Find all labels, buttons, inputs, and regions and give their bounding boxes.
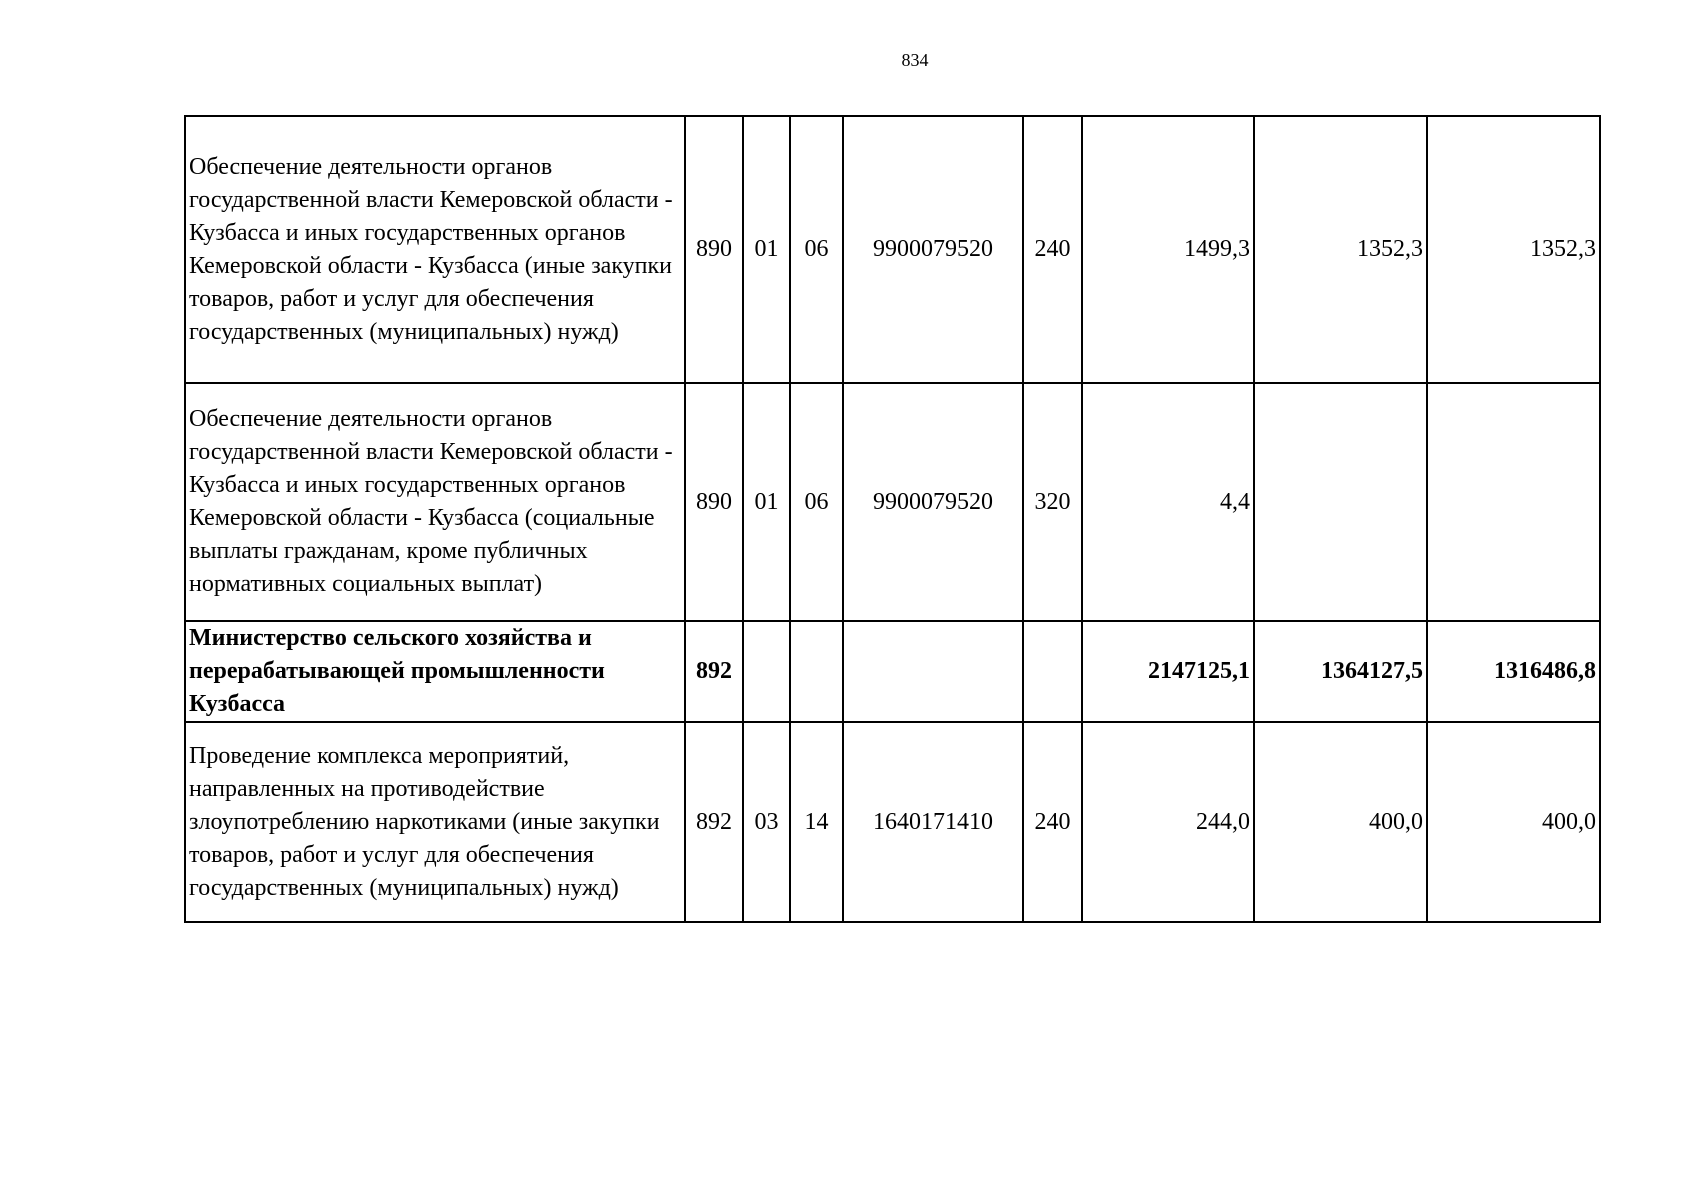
section-code-cell: 01	[743, 116, 790, 383]
row-name-cell: Обеспечение деятельности органов государственной власти Кемеровской области - Кузбасса и иных государственных органов Кемеровской области - Кузбасса (иные закупки товаров, работ и услуг для обеспечения государственных (муниципальных) нужд)	[185, 116, 685, 383]
amount-1-cell: 4,4	[1082, 383, 1254, 621]
section-code-cell	[743, 621, 790, 722]
target-article-cell: 1640171410	[843, 722, 1023, 922]
subsection-code-cell	[790, 621, 843, 722]
target-article-cell	[843, 621, 1023, 722]
amount-3-cell: 400,0	[1427, 722, 1600, 922]
amount-1-cell: 1499,3	[1082, 116, 1254, 383]
subsection-code-cell: 06	[790, 383, 843, 621]
ministry-code-cell: 892	[685, 722, 743, 922]
table-row	[185, 116, 1600, 383]
row-name-cell: Проведение комплекса мероприятий, направленных на противодействие злоупотреблению наркотиками (иные закупки товаров, работ и услуг для обеспечения государственных (муниципальных) нужд)	[185, 722, 685, 922]
ministry-code-cell: 890	[685, 383, 743, 621]
table-row	[185, 383, 1600, 621]
amount-2-cell	[1254, 383, 1427, 621]
row-name-cell: Обеспечение деятельности органов государственной власти Кемеровской области - Кузбасса и иных государственных органов Кемеровской области - Кузбасса (социальные выплаты гражданам, кроме публичных нормативных социальных выплат)	[185, 383, 685, 621]
target-article-cell: 9900079520	[843, 116, 1023, 383]
row-name-cell: Министерство сельского хозяйства и перерабатывающей промышленности Кузбасса	[185, 621, 685, 722]
table-row	[185, 621, 1600, 722]
budget-table	[184, 115, 1601, 923]
amount-3-cell: 1316486,8	[1427, 621, 1600, 722]
amount-1-cell: 244,0	[1082, 722, 1254, 922]
expense-type-cell	[1023, 621, 1082, 722]
expense-type-cell: 320	[1023, 383, 1082, 621]
expense-type-cell: 240	[1023, 116, 1082, 383]
amount-2-cell: 400,0	[1254, 722, 1427, 922]
subsection-code-cell: 06	[790, 116, 843, 383]
amount-3-cell	[1427, 383, 1600, 621]
ministry-code-cell: 890	[685, 116, 743, 383]
ministry-code-cell: 892	[685, 621, 743, 722]
amount-2-cell: 1352,3	[1254, 116, 1427, 383]
amount-1-cell: 2147125,1	[1082, 621, 1254, 722]
page-number: 834	[901, 50, 929, 70]
section-code-cell: 03	[743, 722, 790, 922]
target-article-cell: 9900079520	[843, 383, 1023, 621]
expense-type-cell: 240	[1023, 722, 1082, 922]
section-code-cell: 01	[743, 383, 790, 621]
amount-2-cell: 1364127,5	[1254, 621, 1427, 722]
amount-3-cell: 1352,3	[1427, 116, 1600, 383]
table-row	[185, 722, 1600, 922]
subsection-code-cell: 14	[790, 722, 843, 922]
